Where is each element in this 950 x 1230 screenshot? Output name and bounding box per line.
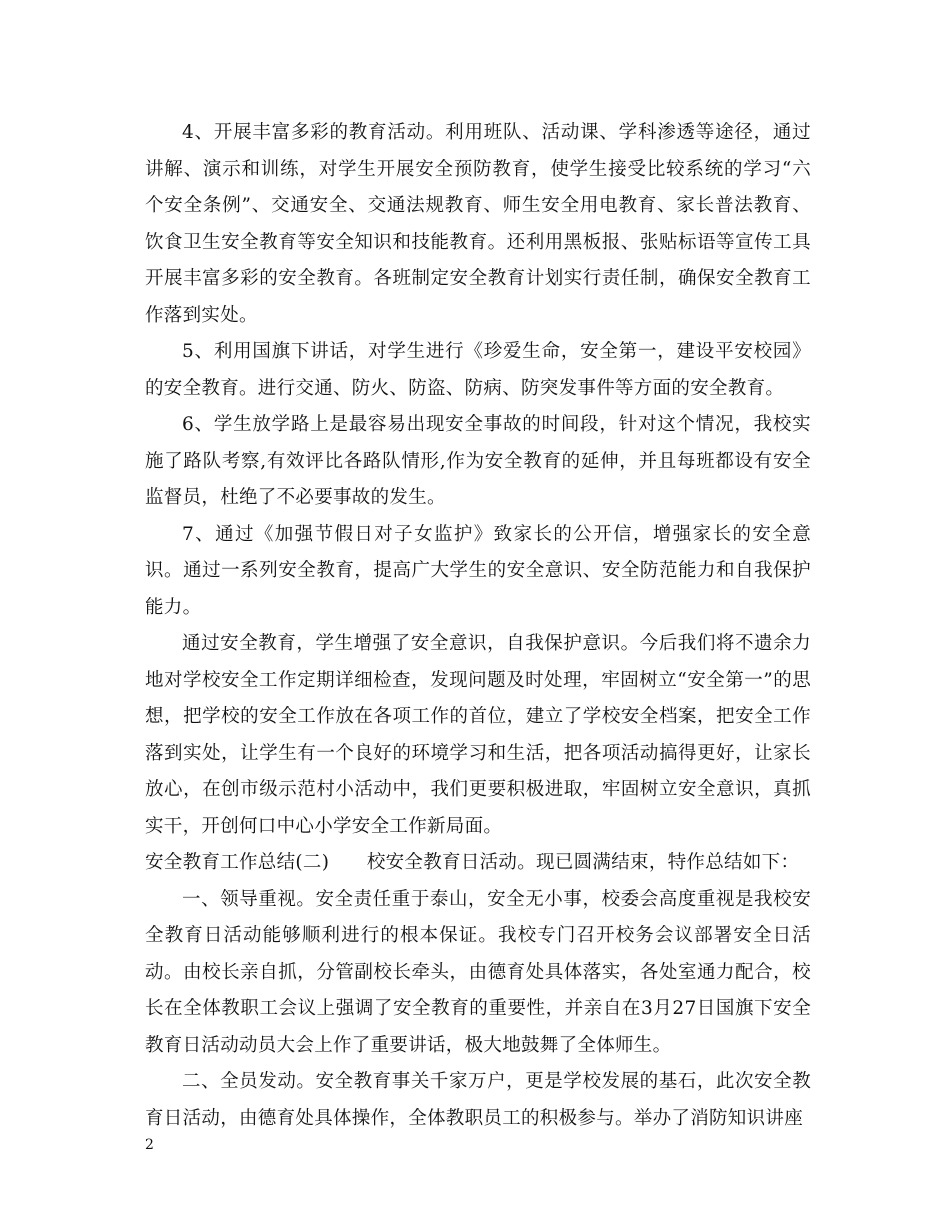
paragraph-item-4: 4、开展丰富多彩的教育活动。利用班队、活动课、学科渗透等途径，通过讲解、演示和训练，对学生开展安全预防教育，使学生接受比较系统的学习“六个安全条例”、交通安全、交通法规教育、师生安全用电教育、家长普法教育、饮食卫生安全教育等安全知识和技能教育。还利用黑板报、张贴标语等宣传工具开展丰富多彩的安全教育。各班制定安全教育计划实行责任制，确保安全教育工作落到实处。 — [145, 122, 811, 326]
paragraph-leadership: 一、领导重视。安全责任重于泰山，安全无小事，校委会高度重视是我校安全教育日活动能够顺利进行的根本保证。我校专门召开校务会议部署安全日活动。由校长亲自抓，分管副校长牵头，由德育处具体落实，各处室通力配合，校长在全体教职工会议上强调了安全教育的重要性，并亲自在3月27日国旗下安全教育日活动动员大会上作了重要讲话，极大地鼓舞了全体师生。 — [145, 888, 811, 1056]
paragraph-item-6: 6、学生放学路上是最容易出现安全事故的时间段，针对这个情况，我校实施了路队考察,有效评比各路队情形,作为安全教育的延伸，并且每班都设有安全监督员，杜绝了不必要事故的发生。 — [145, 414, 811, 508]
page-number: 2 — [145, 1137, 154, 1153]
document-body — [145, 115, 811, 1137]
paragraph-item-5: 5、利用国旗下讲话，对学生进行《珍爱生命，安全第一，建设平安校园》的安全教育。进行交通、防火、防盗、防病、防突发事件等方面的安全教育。 — [145, 341, 811, 399]
paragraph-item-7: 7、通过《加强节假日对子女监护》致家长的公开信，增强家长的安全意识。通过一系列安全教育，提高广大学生的安全意识、安全防范能力和自我保护能力。 — [145, 523, 811, 618]
section-heading: 安全教育工作总结(二) 校安全教育日活动。现已圆满结束，特作总结如下： — [145, 852, 800, 873]
paragraph-conclusion: 通过安全教育，学生增强了安全意识，自我保护意识。今后我们将不遗余力地对学校安全工作定期详细检查，发现问题及时处理，牢固树立“安全第一”的思想，把学校的安全工作放在各项工作的首位，建立了学校安全档案，把安全工作落到实处，让学生有一个良好的环境学习和生活，把各项活动搞得更好，让家长放心，在创市级示范村小活动中，我们更要积极进取，牢固树立安全意识，真抓实干，开创何口中心小学安全工作新局面。 — [145, 633, 811, 837]
paragraph-mobilization: 二、全员发动。安全教育事关千家万户，更是学校发展的基石，此次安全教育日活动，由德育处具体操作，全体教职员工的积极参与。举办了消防知识讲座 — [145, 1071, 811, 1129]
